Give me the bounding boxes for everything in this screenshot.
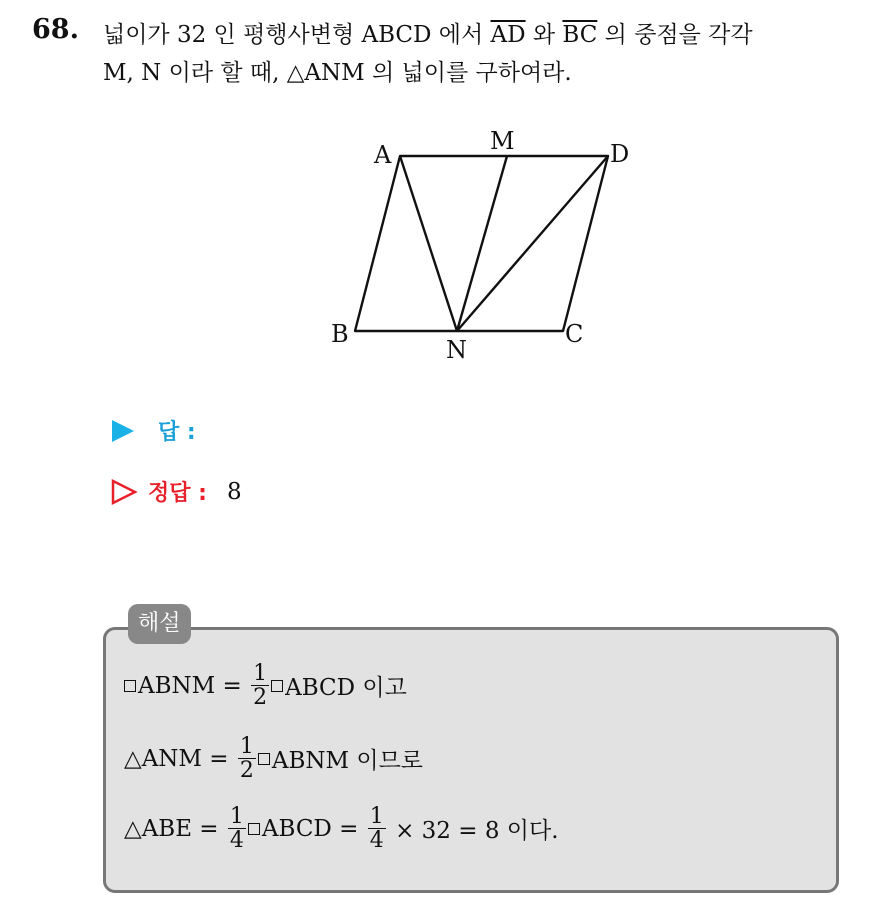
correct-answer-row: [110, 476, 242, 507]
fraction: $\frac{1}{4}$: [369, 804, 384, 854]
vertex-label-d: D: [610, 140, 630, 168]
question-number: 68.: [32, 14, 79, 45]
solution-line-3: △ABE = $\frac{1}{4}$ ABCD = $\frac{1}{4}$ × 32 = 8 이다.: [124, 804, 559, 854]
solution-tab: 해설: [128, 604, 191, 644]
vertex-label-b: B: [331, 320, 349, 348]
square-symbol-icon: [258, 753, 270, 765]
parallelogram-figure: [320, 118, 640, 368]
question-line-1: 넓이가 32 인 평행사변형 ABCD 에서 $\overline{AD}$ 와 $\overline{BC}$ 의 중점을 각각: [103, 22, 753, 48]
vertex-label-m: M: [490, 127, 515, 155]
correct-answer-value: 8: [226, 478, 242, 505]
fraction: $\frac{1}{4}$: [229, 804, 244, 854]
correct-answer-label: 정답 :: [148, 481, 207, 506]
vertex-label-n: N: [446, 336, 467, 364]
question-line-2: M, N 이라 할 때, △ANM 의 넓이를 구하여라.: [103, 60, 572, 86]
square-symbol-icon: [248, 823, 260, 835]
solution-line-1: ABNM = $\frac{1}{2}$ ABCD 이고: [124, 662, 407, 709]
segment-an: [400, 156, 457, 331]
answer-label: 답 :: [158, 420, 196, 445]
square-symbol-icon: [271, 680, 283, 692]
vertex-label-c: C: [565, 320, 584, 348]
segment-bc: $\overline{BC}$: [562, 22, 598, 48]
outline-triangle-icon: [110, 478, 138, 506]
segment-mn: [457, 156, 507, 331]
square-symbol-icon: [124, 680, 136, 692]
question-text: [103, 16, 873, 92]
vertex-label-a: A: [374, 141, 392, 169]
segment-ad: $\overline{AD}$: [490, 22, 526, 48]
answer-blank-row: [110, 415, 196, 446]
fraction: $\frac{1}{2}$: [253, 661, 268, 711]
fraction: $\frac{1}{2}$: [239, 734, 254, 784]
solution-line-2: △ANM = $\frac{1}{2}$ ABNM 이므로: [124, 734, 424, 784]
filled-triangle-icon: [110, 418, 136, 444]
